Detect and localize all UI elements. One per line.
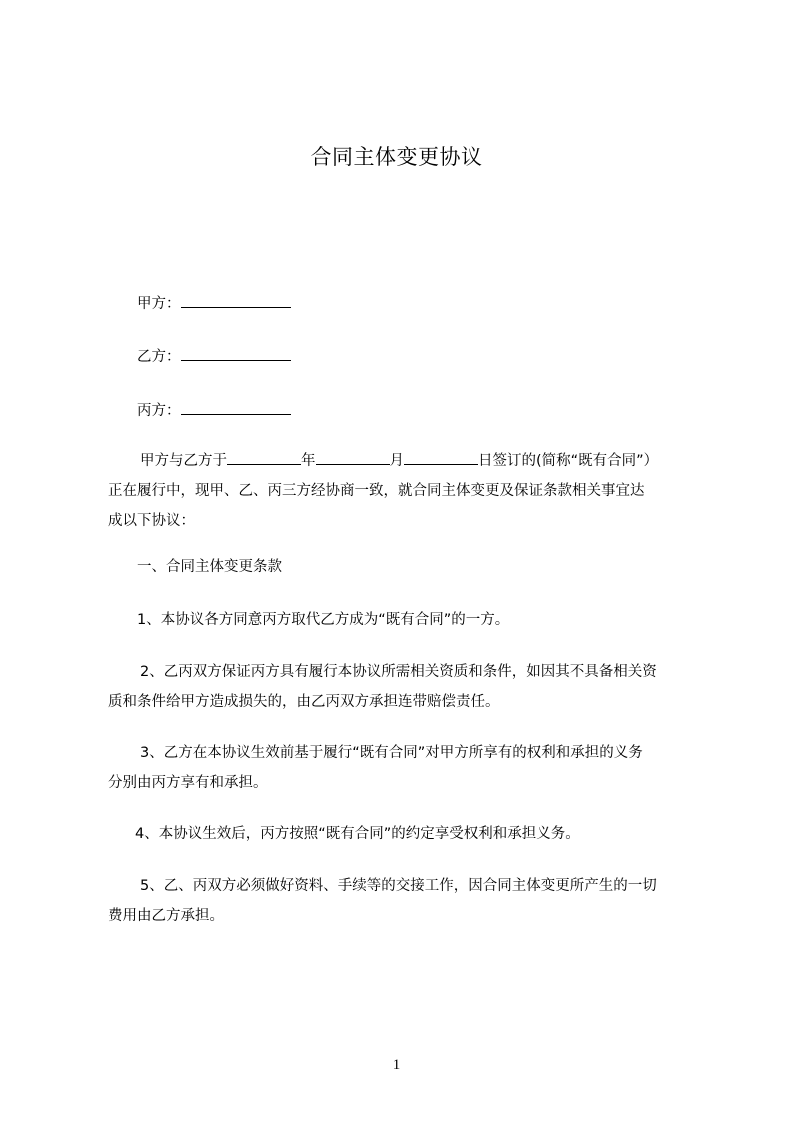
intro-text-end: 日签订的(简称“既有合同”） bbox=[478, 453, 659, 469]
clause-2-line-2: 质和条件给甲方造成损失的，由乙丙双方承担连带赔偿责任。 bbox=[108, 694, 500, 710]
clause-5-line-2: 费用由乙方承担。 bbox=[108, 908, 224, 924]
intro-text-start: 甲方与乙方于 bbox=[140, 453, 227, 469]
clause-5-line-1: 5、乙、丙双方必须做好资料、手续等的交接工作，因合同主体变更所产生的一切 bbox=[140, 878, 657, 894]
clause-5 bbox=[108, 871, 708, 931]
party-c-blank[interactable] bbox=[181, 399, 291, 415]
party-a-line bbox=[137, 292, 291, 314]
document-title: 合同主体变更协议 bbox=[310, 145, 483, 169]
intro-line-1 bbox=[108, 446, 708, 476]
party-c-line bbox=[137, 399, 291, 421]
month-blank[interactable] bbox=[316, 449, 390, 465]
party-c-label: 丙方： bbox=[137, 403, 181, 419]
party-b-blank[interactable] bbox=[181, 345, 291, 361]
section-heading: 一、合同主体变更条款 bbox=[137, 559, 282, 575]
intro-paragraph bbox=[108, 446, 708, 536]
page-number: 1 bbox=[392, 1057, 401, 1073]
month-label: 月 bbox=[389, 453, 404, 469]
party-a-label: 甲方： bbox=[137, 296, 181, 312]
day-blank[interactable] bbox=[404, 449, 478, 465]
clause-3 bbox=[108, 738, 708, 798]
intro-line-2: 正在履行中，现甲、乙、丙三方经协商一致，就合同主体变更及保证条款相关事宜达 bbox=[108, 483, 645, 499]
year-label: 年 bbox=[301, 453, 316, 469]
clause-4 bbox=[135, 819, 735, 849]
clause-4-line-1: 4、本协议生效后，丙方按照“既有合同”的约定享受权利和承担义务。 bbox=[135, 826, 580, 842]
clause-1-line-1: 1、本协议各方同意丙方取代乙方成为“既有合同”的一方。 bbox=[137, 612, 510, 628]
party-a-blank[interactable] bbox=[181, 292, 291, 308]
clause-3-line-1: 3、乙方在本协议生效前基于履行“既有合同”对甲方所享有的权利和承担的义务 bbox=[140, 745, 643, 761]
intro-line-3: 成以下协议： bbox=[108, 513, 195, 529]
clause-2-line-1: 2、乙丙双方保证丙方具有履行本协议所需相关资质和条件，如因其不具备相关资 bbox=[140, 664, 657, 680]
clause-1 bbox=[137, 605, 737, 635]
clause-2 bbox=[108, 657, 708, 717]
clause-3-line-2: 分别由丙方享有和承担。 bbox=[108, 775, 268, 791]
party-b-label: 乙方： bbox=[137, 349, 181, 365]
year-blank[interactable] bbox=[227, 449, 301, 465]
party-b-line bbox=[137, 345, 291, 367]
